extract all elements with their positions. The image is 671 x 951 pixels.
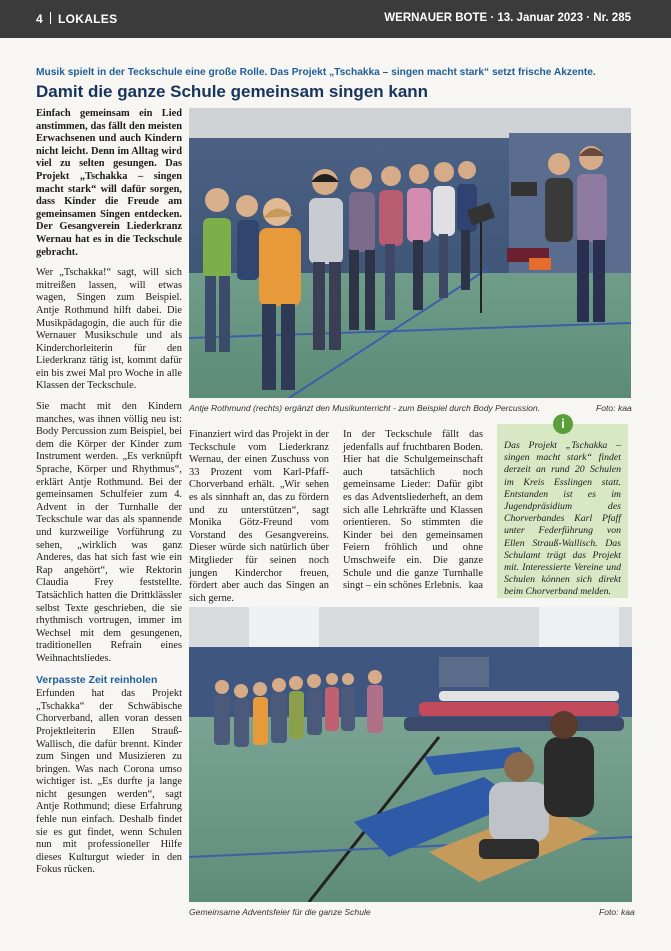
publication-info: WERNAUER BOTE · 13. Januar 2023 · Nr. 285 bbox=[384, 12, 631, 24]
photo-advent-celebration bbox=[189, 607, 632, 902]
photo-credit: Foto: kaa bbox=[596, 403, 632, 413]
article-paragraph: Sie macht mit den Kindern manches, was ihnen völlig neu ist: Body Percussion zum Beispiel, bei dem die Körper der Kinder zum Instrument werden. „Es verknüpft Sprache, Körper und Rhythmus“, erklärt Antje Rothmund. Bei der gemeinsamen Schulfeier zum 4. Advent in der Turnhalle der Teckschule war das als spannende und kurzweilige Vorführung zu sehen, „wirklich was ganz Anderes, das hat sich fast wie ein Rap angehört“, wie Rektorin Claudia Frey feststellte. Tatsächlich hatten die Drittklässler selbst Texte geschrieben, die sie rhythmisch vortrugen, immer im Wechsel mit dem gesungenen, traditionellen Refrain eines Weihnachtsliedes. bbox=[36, 401, 182, 664]
article-paragraph bbox=[343, 429, 483, 593]
article-paragraph: Finanziert wird das Projekt in der Teckschule vom Liederkranz Wernau, der einen Zuschuss von 33 Prozent vom Karl-Pfaff-Chorverband erhält. „Wir sehen es als sinnhaft an, das zu fördern und zu unterstützen“, sagt Monika Götz-Freund vom Vorstand des Gesangvereins. Dieser würde sich natürlich über Mitglieder für seinen noch jungen Kinderchor freuen, fördert aber auch das Singen an sich gerne. bbox=[189, 429, 329, 604]
article-text: In der Teckschule fällt das jedenfalls auf fruchtbaren Boden. Hier hat die Schulgemeinschaft auch tatsächlich noch gemeinsame Lieder: Dafür gibt es das Adventsliederheft, an dem sich alle Lehrkräfte und Klassen orientieren. So stimmten die Kinder bei den gemeinsamen Feiern fröhlich und ohne Umschweife ein. Die ganze Schule und die ganze Turnhalle singt – ein schönes Erlebnis. bbox=[343, 429, 483, 592]
article-paragraph: Wer „Tschakka!“ sagt, will sich mitreißen lassen, will etwas wagen, Singen zum Beispiel. Antje Rothmund hilft dabei. Die Musikpädagogin, die auch für die Wernauer Musikschule und als Kinderchorleiterin für den Liederkranz tätig ist, kommt dafür ein bis zwei Mal pro Woche in alle Klassen der Teckschule. bbox=[36, 267, 182, 392]
photo-body-percussion-image bbox=[189, 108, 631, 398]
info-icon: i bbox=[553, 414, 573, 434]
photo-caption: Antje Rothmund (rechts) ergänzt den Musikunterricht - zum Beispiel durch Body Percussion. bbox=[189, 403, 541, 413]
photo-advent-celebration-image bbox=[189, 607, 632, 902]
page-header bbox=[0, 0, 671, 38]
article-column-1 bbox=[36, 108, 182, 885]
section-name: LOKALES bbox=[57, 12, 118, 26]
article-kicker: Musik spielt in der Teckschule eine große Rolle. Das Projekt „Tschakka – singen macht stark“ setzt frische Akzente. bbox=[36, 67, 596, 78]
article-intro: Einfach gemeinsam ein Lied anstimmen, das fällt den meisten Erwachsenen und auch Kindern nicht leicht. Denn im Alltag wird viel zu selten gesungen. Das Projekt „Tschakka – singen macht stark“ will dafür sorgen, dass Kinder die Freude am gemeinsamen Singen entdecken. Der Gesangverein Liederkranz Wernau hat es in die Teckschule gebracht. bbox=[36, 108, 182, 258]
article-column-3 bbox=[343, 429, 483, 601]
article-headline: Damit die ganze Schule gemeinsam singen kann bbox=[36, 82, 429, 101]
photo-caption: Gemeinsame Adventsfeier für die ganze Schule bbox=[189, 907, 371, 917]
article-column-2 bbox=[189, 429, 329, 613]
photo-body-percussion bbox=[189, 108, 631, 398]
article-paragraph: Erfunden hat das Projekt „Tschakka“ der Schwäbische Chorverband, allen voran dessen Projektleiterin Ellen Strauß-Wallisch, die dafür brennt. Kinder zum Singen und Musizieren zu bringen. Was nach Corona umso wichtiger ist. „Es durfte ja lange nicht gesungen werden“, sagt Antje Rothmund; diese Erfahrung fehle nun einfach. Deshalb findet sie es gut findet, wenn Schulen nun mit professioneller Hilfe dieses Kulturgut wieder in den Fokus rücken. bbox=[36, 688, 182, 876]
info-box-text: Das Projekt „Tschakka – singen macht stark“ findet derzeit an rund 20 Schulen im Kreis Esslingen statt. Entstanden ist es im Jugendpräsidium des Chorverbandes Karl Pfaff unter Federführung von Ellen Strauß-Wallisch. Das Schulamt trägt das Projekt mit. Interessierte Vereine und Schulen können sich direkt beim Chorverband melden. bbox=[504, 440, 621, 598]
page-number: 4 bbox=[36, 12, 43, 26]
info-box bbox=[497, 424, 628, 598]
header-left bbox=[36, 12, 117, 26]
header-divider bbox=[50, 12, 51, 24]
article-subhead: Verpasste Zeit reinholen bbox=[36, 673, 158, 686]
photo-credit: Foto: kaa bbox=[599, 907, 635, 917]
author-initials: kaa bbox=[468, 580, 483, 592]
